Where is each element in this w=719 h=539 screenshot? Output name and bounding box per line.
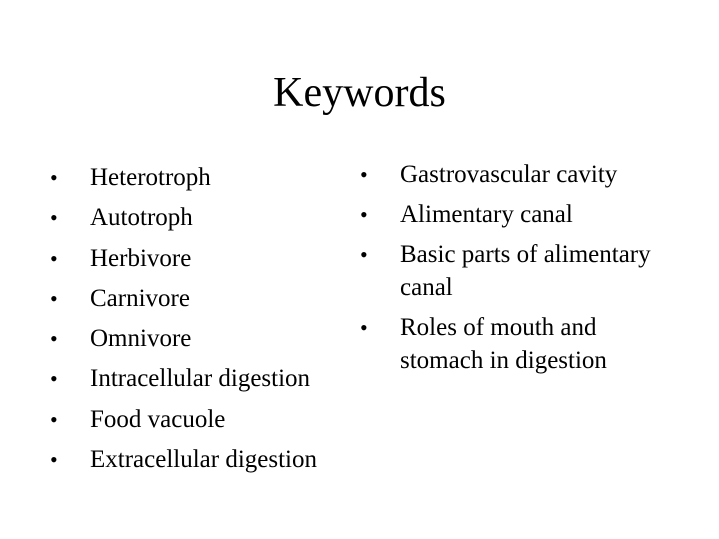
list-item-label: Carnivore — [90, 284, 190, 312]
list-item-label: Herbivore — [90, 244, 192, 272]
list-item — [360, 158, 660, 191]
bullet-icon: • — [360, 242, 368, 267]
list-item — [50, 239, 370, 279]
list-item-label: Heterotroph — [90, 164, 211, 191]
right-keyword-list — [360, 158, 660, 384]
list-item — [50, 440, 370, 480]
bullet-icon: • — [50, 285, 58, 311]
list-item — [50, 359, 370, 399]
list-item — [360, 198, 660, 231]
bullet-icon: • — [50, 245, 58, 271]
list-item — [50, 400, 370, 440]
list-item — [360, 238, 660, 304]
bullet-icon: • — [50, 326, 58, 352]
list-item-label: Extracellular digestion — [90, 446, 318, 474]
bullet-icon: • — [50, 366, 58, 392]
slide-title: Keywords — [273, 70, 446, 116]
list-item — [50, 279, 370, 319]
list-item-label: Intracellular digestion — [90, 365, 311, 393]
list-item-label: Gastrovascular cavity — [400, 161, 618, 188]
list-item-label: Basic parts of alimentary canal — [400, 241, 651, 301]
bullet-icon: • — [50, 406, 58, 432]
list-item-label: Alimentary canal — [400, 201, 573, 228]
bullet-icon: • — [50, 205, 58, 231]
bullet-icon: • — [50, 165, 58, 190]
list-item — [50, 319, 370, 359]
bullet-icon: • — [360, 202, 368, 227]
left-keyword-list — [50, 158, 370, 480]
bullet-icon: • — [360, 162, 368, 187]
list-item-label: Omnivore — [90, 325, 192, 353]
list-item — [50, 198, 370, 238]
list-item-label: Autotroph — [90, 204, 193, 232]
list-item — [50, 158, 370, 198]
list-item-label: Roles of mouth and stomach in digestion — [400, 314, 607, 374]
list-item — [360, 311, 660, 377]
bullet-icon: • — [50, 447, 58, 473]
bullet-icon: • — [360, 315, 368, 340]
list-item-label: Food vacuole — [90, 405, 226, 433]
